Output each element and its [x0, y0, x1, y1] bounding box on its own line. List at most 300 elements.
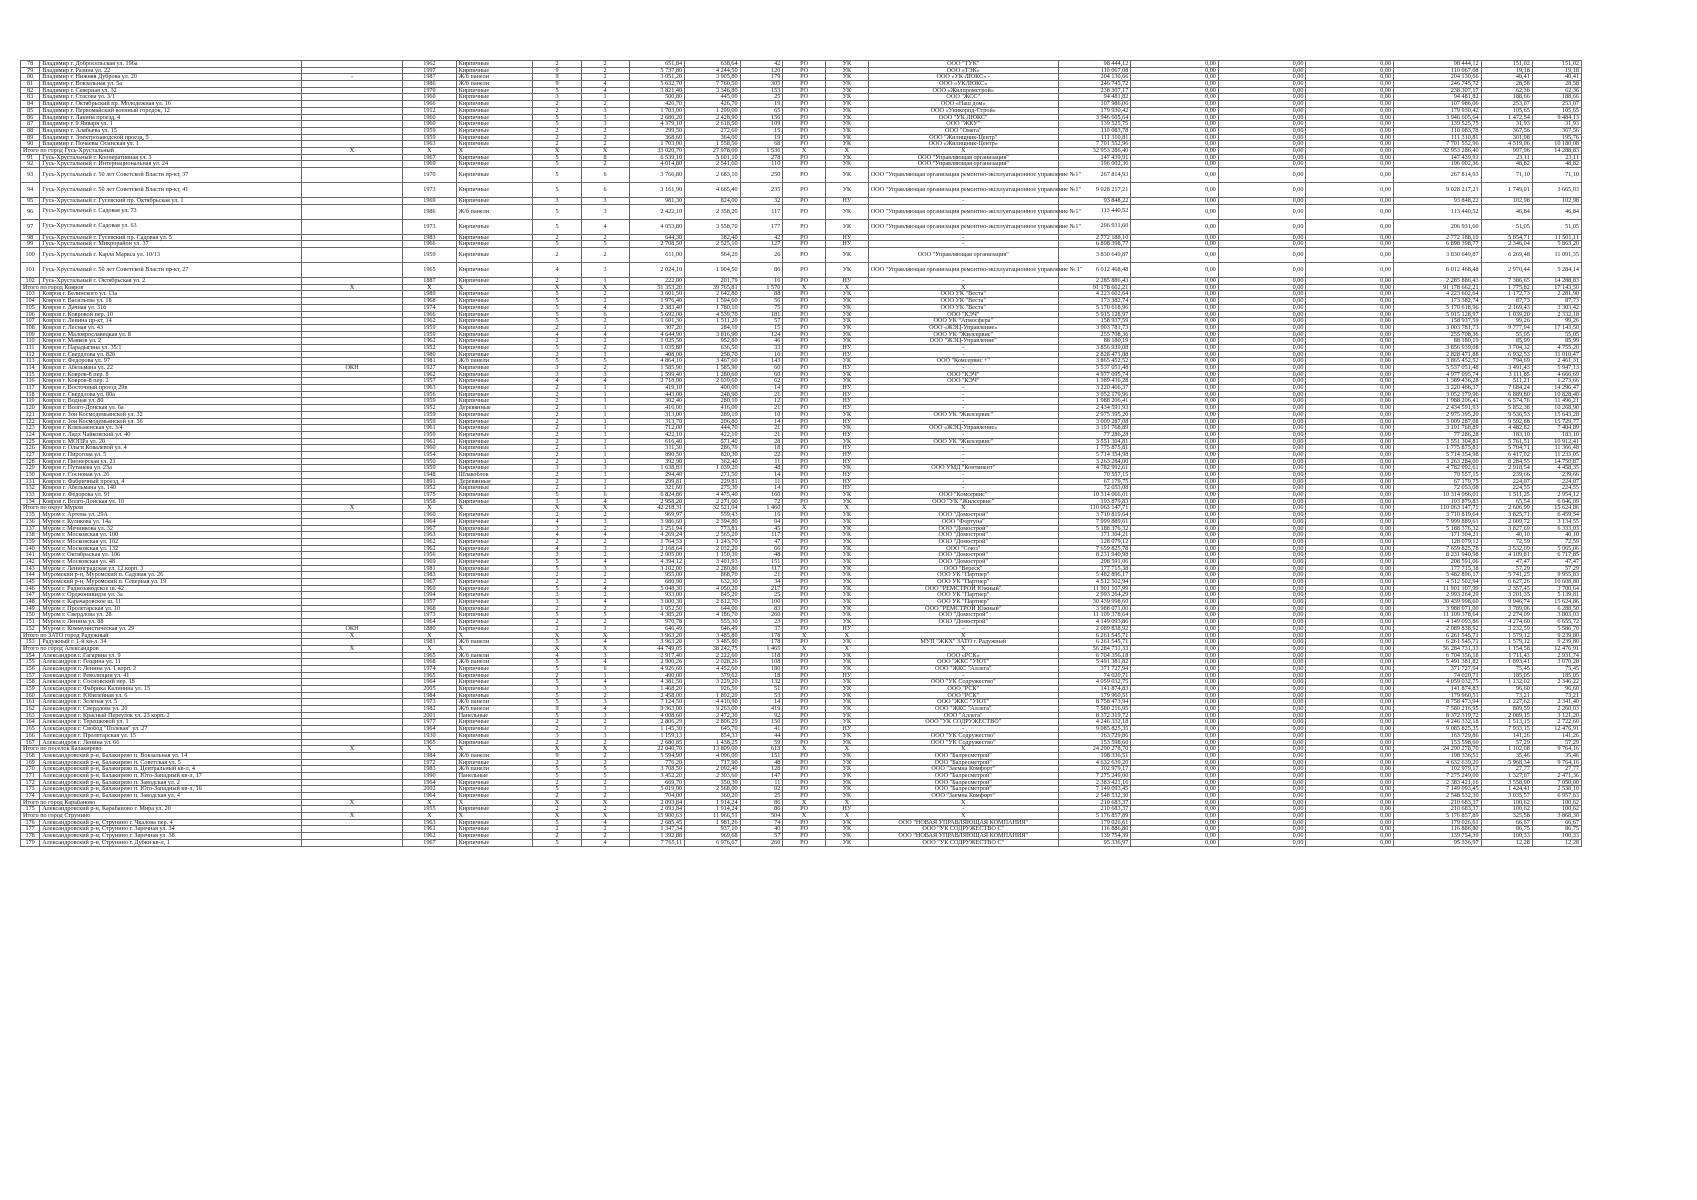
- cell-col-12: НУ: [826, 472, 869, 479]
- cell-col-8: 392,90: [629, 458, 685, 465]
- cell-col-9: 275,30: [685, 485, 741, 492]
- cell-col-11: РО: [783, 67, 826, 74]
- cell-col-5: X: [456, 632, 533, 639]
- cell-col-16: 0,00: [1218, 234, 1306, 241]
- cell-col-8: 646,49: [629, 625, 685, 632]
- cell-col-8: 2 917,40: [629, 652, 685, 659]
- cell-col-19: 1 775,82: [1481, 284, 1532, 291]
- cell-col-3: [301, 405, 402, 412]
- cell-col-2: Владимир г. Северная ул. 32: [40, 87, 302, 94]
- cell-col-17: 0,00: [1306, 612, 1394, 619]
- cell-col-6: 2: [533, 579, 581, 586]
- cell-col-4: 1966: [403, 311, 456, 318]
- cell-col-9: 362,40: [685, 458, 741, 465]
- cell-col-2: Александровский р-н, Струнино г. Заречная ул. 34: [40, 826, 302, 833]
- cell-col-8: 368,60: [629, 134, 685, 141]
- cell-col-5: Ж/б панели: [456, 659, 533, 666]
- cell-col-17: 0,00: [1306, 712, 1394, 719]
- cell-col-11: РО: [783, 605, 826, 612]
- cell-col-4: 1983: [403, 234, 456, 241]
- cell-col-4: 1959: [403, 331, 456, 338]
- cell-col-20: 102,98: [1532, 198, 1581, 205]
- cell-col-12: УК: [826, 512, 869, 519]
- cell-col-17: 0,00: [1306, 706, 1394, 713]
- cell-col-13: ООО "Управляющая организация ремонтно-эксплуатационное управление № 1": [868, 263, 1058, 278]
- cell-col-11: X: [783, 645, 826, 652]
- cell-col-13: ООО "ЖКС "Аллега": [868, 706, 1058, 713]
- cell-col-19: 19,18: [1481, 67, 1532, 74]
- cell-col-10: 16: [740, 278, 783, 285]
- cell-col-13: ООО "ЖСС": [868, 94, 1058, 101]
- cell-col-13: ООО УК "Партнер": [868, 592, 1058, 599]
- cell-col-15: 0,00: [1131, 405, 1219, 412]
- cell-col-14: 5 915 128,97: [1058, 311, 1131, 318]
- cell-col-16: 0,00: [1218, 632, 1306, 639]
- cell-col-20: 141,26: [1532, 732, 1581, 739]
- cell-col-6: 2: [533, 101, 581, 108]
- cell-col-17: 0,00: [1306, 168, 1394, 183]
- cell-col-14: 210 683,37: [1058, 799, 1131, 806]
- cell-col-20: 3 868,30: [1532, 813, 1581, 820]
- cell-col-9: 2 032,20: [685, 545, 741, 552]
- cell-col-2: Гусь-Хрустальный г. Интернациональная ул. 24: [40, 161, 302, 168]
- cell-col-15: 0,00: [1131, 679, 1219, 686]
- cell-col-6: 5: [533, 712, 581, 719]
- cell-col-1: 108: [21, 324, 40, 331]
- cell-col-16: 0,00: [1218, 121, 1306, 128]
- cell-col-9: 3 346,80: [685, 87, 741, 94]
- cell-col-2: Александровский р-н, Струнино г. Дубки кв-л, 1: [40, 839, 302, 846]
- cell-col-17: 0,00: [1306, 465, 1394, 472]
- cell-col-19: 2 009,72: [1481, 518, 1532, 525]
- cell-col-19: 188,66: [1481, 94, 1532, 101]
- cell-col-16: 0,00: [1218, 572, 1306, 579]
- cell-col-9: 845,20: [685, 592, 741, 599]
- cell-col-20: 3 803,03: [1532, 612, 1581, 619]
- cell-col-19: 72,59: [1481, 538, 1532, 545]
- cell-col-8: 2 458,00: [629, 692, 685, 699]
- cell-col-20: 3 665,03: [1532, 183, 1581, 198]
- cell-col-18: 1 775 875,81: [1393, 445, 1481, 452]
- cell-col-16: 0,00: [1218, 498, 1306, 505]
- cell-col-5: Кирпичные: [456, 538, 533, 545]
- cell-col-19: 3 232,59: [1481, 625, 1532, 632]
- cell-col-6: 3: [533, 365, 581, 372]
- cell-col-13: ООО "УК СОДРУЖЕСТВО С": [868, 826, 1058, 833]
- cell-col-5: Кирпичные: [456, 391, 533, 398]
- cell-col-8: 299,81: [629, 478, 685, 485]
- cell-col-1: 91: [21, 154, 40, 161]
- cell-col-4: 1977: [403, 719, 456, 726]
- cell-col-6: 2: [533, 418, 581, 425]
- cell-col-9: 4 096,00: [685, 752, 741, 759]
- cell-col-17: 0,00: [1306, 732, 1394, 739]
- cell-col-4: 1960: [403, 445, 456, 452]
- cell-col-2: Ковров г. Федорова ул. 97: [40, 358, 302, 365]
- cell-col-12: УК: [826, 87, 869, 94]
- cell-col-11: РО: [783, 458, 826, 465]
- cell-col-17: 0,00: [1306, 786, 1394, 793]
- cell-col-13: ООО "РСК": [868, 692, 1058, 699]
- cell-col-4: 1962: [403, 338, 456, 345]
- cell-col-4: 1956: [403, 391, 456, 398]
- cell-col-7: 1: [581, 438, 629, 445]
- cell-col-7: X: [581, 813, 629, 820]
- cell-col-4: 1967: [403, 525, 456, 532]
- cell-col-6: 2: [533, 619, 581, 626]
- cell-col-13: -: [868, 234, 1058, 241]
- cell-col-10: 180: [740, 665, 783, 672]
- cell-col-7: 1: [581, 411, 629, 418]
- cell-col-9: 1 981,26: [685, 819, 741, 826]
- cell-col-20: 14 288,83: [1532, 147, 1581, 154]
- cell-col-3: [301, 248, 402, 263]
- cell-col-20: 73,21: [1532, 692, 1581, 699]
- cell-col-5: Кирпичные: [456, 161, 533, 168]
- cell-col-15: 0,00: [1131, 351, 1219, 358]
- cell-col-10: 37: [740, 625, 783, 632]
- cell-col-3: [301, 94, 402, 101]
- cell-col-2: Муромский р-н, Муромский п. Северная ул. 19: [40, 579, 302, 586]
- cell-col-14: 5 537 051,48: [1058, 365, 1131, 372]
- cell-col-2: Александровский р-н, Струнино г. Чкалова пер. 4: [40, 819, 302, 826]
- cell-col-15: 0,00: [1131, 127, 1219, 134]
- cell-col-9: 636,50: [685, 344, 741, 351]
- cell-col-3: [301, 552, 402, 559]
- cell-col-2: Ковров г. Ковров-8 пер. 2: [40, 378, 302, 385]
- cell-col-1: 147: [21, 592, 40, 599]
- table-row: [21, 278, 1582, 285]
- cell-col-12: УК: [826, 161, 869, 168]
- cell-col-7: 5: [581, 772, 629, 779]
- cell-col-18: 1 389 436,28: [1393, 378, 1481, 385]
- cell-col-3: [301, 465, 402, 472]
- cell-col-7: 4: [581, 331, 629, 338]
- cell-col-19: 102,98: [1481, 198, 1532, 205]
- cell-col-17: 0,00: [1306, 672, 1394, 679]
- cell-col-15: 0,00: [1131, 147, 1219, 154]
- cell-col-13: ООО "УК Содружество": [868, 739, 1058, 746]
- cell-col-6: 2: [533, 719, 581, 726]
- cell-col-18: 5 176 857,89: [1393, 813, 1481, 820]
- cell-col-8: 981,30: [629, 198, 685, 205]
- cell-col-10: 42: [740, 61, 783, 68]
- cell-col-14: 77 286,28: [1058, 431, 1131, 438]
- cell-col-10: 504: [740, 813, 783, 820]
- cell-col-4: 1966: [403, 101, 456, 108]
- cell-col-16: 0,00: [1218, 619, 1306, 626]
- cell-col-6: 9: [533, 81, 581, 88]
- cell-col-10: 178: [740, 632, 783, 639]
- cell-col-6: 2: [533, 431, 581, 438]
- cell-col-7: 3: [581, 114, 629, 121]
- cell-col-19: 141,26: [1481, 732, 1532, 739]
- cell-col-9: 2 568,00: [685, 786, 741, 793]
- cell-col-15: 0,00: [1131, 445, 1219, 452]
- cell-col-7: 1: [581, 391, 629, 398]
- cell-col-16: 0,00: [1218, 114, 1306, 121]
- cell-col-1: 99: [21, 241, 40, 248]
- cell-col-11: РО: [783, 552, 826, 559]
- cell-col-8: 302,40: [629, 398, 685, 405]
- cell-col-9: 2 642,80: [685, 291, 741, 298]
- cell-col-4: 1960: [403, 94, 456, 101]
- cell-col-3: [301, 538, 402, 545]
- cell-col-3: [301, 81, 402, 88]
- cell-col-3: [301, 338, 402, 345]
- cell-col-14: 2 383 421,16: [1058, 779, 1131, 786]
- cell-col-17: 0,00: [1306, 572, 1394, 579]
- table-row: [21, 263, 1582, 278]
- cell-col-19: 3 035,57: [1481, 793, 1532, 800]
- cell-col-17: 0,00: [1306, 183, 1394, 198]
- cell-col-17: 0,00: [1306, 632, 1394, 639]
- cell-col-10: 21: [740, 431, 783, 438]
- cell-col-2: Ковров г. Путанева ул. 23а: [40, 465, 302, 472]
- cell-col-12: УК: [826, 525, 869, 532]
- cell-col-1: 87: [21, 121, 40, 128]
- cell-col-10: 1 465: [740, 645, 783, 652]
- cell-col-11: РО: [783, 712, 826, 719]
- cell-col-18: 6 261 545,71: [1393, 632, 1481, 639]
- cell-col-11: РО: [783, 532, 826, 539]
- cell-col-13: -: [868, 198, 1058, 205]
- cell-col-17: 0,00: [1306, 304, 1394, 311]
- cell-col-8: 2 093,84: [629, 806, 685, 813]
- table-row: [21, 739, 1582, 746]
- cell-col-5: Кирпичные: [456, 263, 533, 278]
- cell-col-2: Ковров г. Лесная ул. 43: [40, 324, 302, 331]
- cell-col-4: 1952: [403, 344, 456, 351]
- cell-col-11: РО: [783, 652, 826, 659]
- cell-col-14: 3 220 466,37: [1058, 385, 1131, 392]
- cell-col-5: Кирпичные: [456, 168, 533, 183]
- cell-col-3: X: [301, 645, 402, 652]
- cell-col-15: 0,00: [1131, 525, 1219, 532]
- cell-col-13: ООО "Комсервис": [868, 492, 1058, 499]
- cell-col-3: [301, 344, 402, 351]
- cell-col-19: 1 154,58: [1481, 645, 1532, 652]
- cell-col-17: 0,00: [1306, 234, 1394, 241]
- cell-col-17: 0,00: [1306, 438, 1394, 445]
- table-row: [21, 241, 1582, 248]
- cell-col-20: 27,77: [1532, 766, 1581, 773]
- cell-col-16: 0,00: [1218, 344, 1306, 351]
- cell-col-4: 1963: [403, 385, 456, 392]
- cell-col-11: РО: [783, 786, 826, 793]
- cell-col-4: 1964: [403, 619, 456, 626]
- cell-col-16: 0,00: [1218, 639, 1306, 646]
- cell-col-17: 0,00: [1306, 451, 1394, 458]
- cell-col-16: 0,00: [1218, 438, 1306, 445]
- cell-col-9: 1 585,90: [685, 365, 741, 372]
- cell-col-5: Кирпичные: [456, 94, 533, 101]
- cell-col-15: 0,00: [1131, 779, 1219, 786]
- cell-col-9: 555,30: [685, 619, 741, 626]
- cell-col-19: 7 386,65: [1481, 278, 1532, 285]
- cell-col-16: 0,00: [1218, 512, 1306, 519]
- cell-col-4: 1954: [403, 451, 456, 458]
- cell-col-3: [301, 752, 402, 759]
- cell-col-19: 185,05: [1481, 672, 1532, 679]
- cell-col-11: РО: [783, 525, 826, 532]
- cell-col-14: 4 512 502,94: [1058, 579, 1131, 586]
- cell-col-20: 3 070,28: [1532, 659, 1581, 666]
- cell-col-12: УК: [826, 311, 869, 318]
- cell-col-17: 0,00: [1306, 371, 1394, 378]
- cell-col-12: УК: [826, 766, 869, 773]
- cell-col-16: 0,00: [1218, 699, 1306, 706]
- cell-col-5: X: [456, 746, 533, 753]
- cell-col-2: Ковров г. Водная ул. 80: [40, 398, 302, 405]
- cell-col-18: 5 537 051,48: [1393, 365, 1481, 372]
- cell-col-5: Деревянные: [456, 478, 533, 485]
- cell-col-6: 5: [533, 665, 581, 672]
- cell-col-4: 1975: [403, 492, 456, 499]
- cell-col-14: 3 865 452,52: [1058, 358, 1131, 365]
- cell-col-19: 151,02: [1481, 61, 1532, 68]
- cell-col-5: Кирпичные: [456, 552, 533, 559]
- table-row: [21, 168, 1582, 183]
- cell-col-18: 6 261 545,71: [1393, 639, 1481, 646]
- cell-col-1: 158: [21, 679, 40, 686]
- cell-col-19: 3 704,32: [1481, 344, 1532, 351]
- cell-col-19: 86,75: [1481, 826, 1532, 833]
- cell-col-9: 7 760,50: [685, 81, 741, 88]
- cell-col-20: 105,65: [1532, 107, 1581, 114]
- cell-col-20: 86,75: [1532, 826, 1581, 833]
- cell-col-19: 1 511,25: [1481, 492, 1532, 499]
- cell-col-13: ООО УМД "Континент": [868, 465, 1058, 472]
- cell-col-16: 0,00: [1218, 298, 1306, 305]
- cell-col-9: 1 780,10: [685, 304, 741, 311]
- cell-col-10: 109: [740, 121, 783, 128]
- cell-col-6: 2: [533, 324, 581, 331]
- cell-col-13: ООО УК "Атмосфера": [868, 318, 1058, 325]
- cell-col-15: 0,00: [1131, 378, 1219, 385]
- cell-col-5: Кирпичные: [456, 826, 533, 833]
- cell-col-3: [301, 612, 402, 619]
- cell-col-7: 4: [581, 706, 629, 713]
- cell-col-9: 445,00: [685, 94, 741, 101]
- cell-col-9: 4 186,70: [685, 612, 741, 619]
- table-row: [21, 732, 1582, 739]
- cell-col-14: 371 727,94: [1058, 665, 1131, 672]
- cell-col-16: 0,00: [1218, 485, 1306, 492]
- cell-col-12: НУ: [826, 398, 869, 405]
- cell-col-9: 360,20: [685, 793, 741, 800]
- cell-col-17: 0,00: [1306, 385, 1394, 392]
- cell-col-3: [301, 712, 402, 719]
- cell-col-2: Ковров г. Дачная ул. 31б: [40, 304, 302, 311]
- cell-col-3: [301, 579, 402, 586]
- cell-col-14: 153 598,60: [1058, 739, 1131, 746]
- cell-col-10: 117: [740, 565, 783, 572]
- cell-col-2: Ковров г. МОПРа ул. 20: [40, 438, 302, 445]
- cell-col-3: ОКН: [301, 625, 402, 632]
- cell-col-13: ООО УК "Партнер": [868, 599, 1058, 606]
- cell-col-7: 4: [581, 498, 629, 505]
- cell-col-10: 32: [740, 198, 783, 205]
- cell-col-10: 48: [740, 465, 783, 472]
- cell-col-12: УК: [826, 545, 869, 552]
- cell-col-3: [301, 114, 402, 121]
- cell-col-10: 59: [740, 739, 783, 746]
- cell-col-3: [301, 198, 402, 205]
- cell-col-12: X: [826, 813, 869, 820]
- cell-col-16: 0,00: [1218, 371, 1306, 378]
- cell-col-7: 1: [581, 398, 629, 405]
- cell-col-9: 3 905,80: [685, 74, 741, 81]
- cell-col-1: 79: [21, 67, 40, 74]
- cell-col-5: Кирпичные: [456, 779, 533, 786]
- cell-col-7: 1: [581, 485, 629, 492]
- cell-col-13: ООО "Заемна Комфорт": [868, 793, 1058, 800]
- cell-col-5: Ж/б панели: [456, 639, 533, 646]
- cell-col-16: 0,00: [1218, 168, 1306, 183]
- cell-col-6: 5: [533, 219, 581, 234]
- cell-col-5: Кирпичные: [456, 67, 533, 74]
- cell-col-5: Кирпичные: [456, 465, 533, 472]
- cell-col-4: 1952: [403, 485, 456, 492]
- cell-col-5: Ж/б панели: [456, 752, 533, 759]
- cell-col-12: УК: [826, 358, 869, 365]
- cell-col-13: ООО УК "Веста": [868, 291, 1058, 298]
- cell-col-1: 122: [21, 418, 40, 425]
- cell-col-14: 70 557,15: [1058, 472, 1131, 479]
- table-row: [21, 304, 1582, 311]
- cell-col-14: 1 389 436,28: [1058, 378, 1131, 385]
- cell-col-7: 3: [581, 204, 629, 219]
- cell-col-15: 0,00: [1131, 168, 1219, 183]
- cell-col-2: Владимир г. Почаевы Осинская ул. 1: [40, 141, 302, 148]
- cell-col-14: 94 481,82: [1058, 94, 1131, 101]
- cell-col-18: 32 953 286,40: [1393, 147, 1481, 154]
- cell-col-17: 0,00: [1306, 87, 1394, 94]
- cell-col-11: X: [783, 632, 826, 639]
- cell-col-11: РО: [783, 411, 826, 418]
- cell-col-9: 280,10: [685, 398, 741, 405]
- cell-col-1: 97: [21, 219, 40, 234]
- cell-col-18: 3 003 781,73: [1393, 324, 1481, 331]
- cell-col-9: 1 280,60: [685, 371, 741, 378]
- cell-col-12: УК: [826, 371, 869, 378]
- cell-col-17: 0,00: [1306, 766, 1394, 773]
- total-label: Итого по город Александров: [21, 645, 302, 652]
- cell-col-9: 937,10: [685, 826, 741, 833]
- cell-col-7: 3: [581, 263, 629, 278]
- cell-col-20: 15 729,77: [1532, 418, 1581, 425]
- cell-col-6: 2: [533, 398, 581, 405]
- cell-col-14: 67 179,75: [1058, 478, 1131, 485]
- cell-col-13: ООО "Жилищник-Центр": [868, 134, 1058, 141]
- cell-col-16: 0,00: [1218, 451, 1306, 458]
- cell-col-12: НУ: [826, 672, 869, 679]
- cell-col-5: X: [456, 505, 533, 512]
- cell-col-19: 5 741,25: [1481, 572, 1532, 579]
- cell-col-15: 0,00: [1131, 465, 1219, 472]
- cell-col-6: 2: [533, 572, 581, 579]
- cell-col-5: X: [456, 645, 533, 652]
- cell-col-18: 2 975 395,20: [1393, 411, 1481, 418]
- cell-col-6: 5: [533, 772, 581, 779]
- cell-col-3: [301, 418, 402, 425]
- cell-col-4: 1962: [403, 61, 456, 68]
- cell-col-15: 0,00: [1131, 438, 1219, 445]
- cell-col-17: 0,00: [1306, 114, 1394, 121]
- cell-col-3: [301, 599, 402, 606]
- cell-col-20: 51,05: [1532, 219, 1581, 234]
